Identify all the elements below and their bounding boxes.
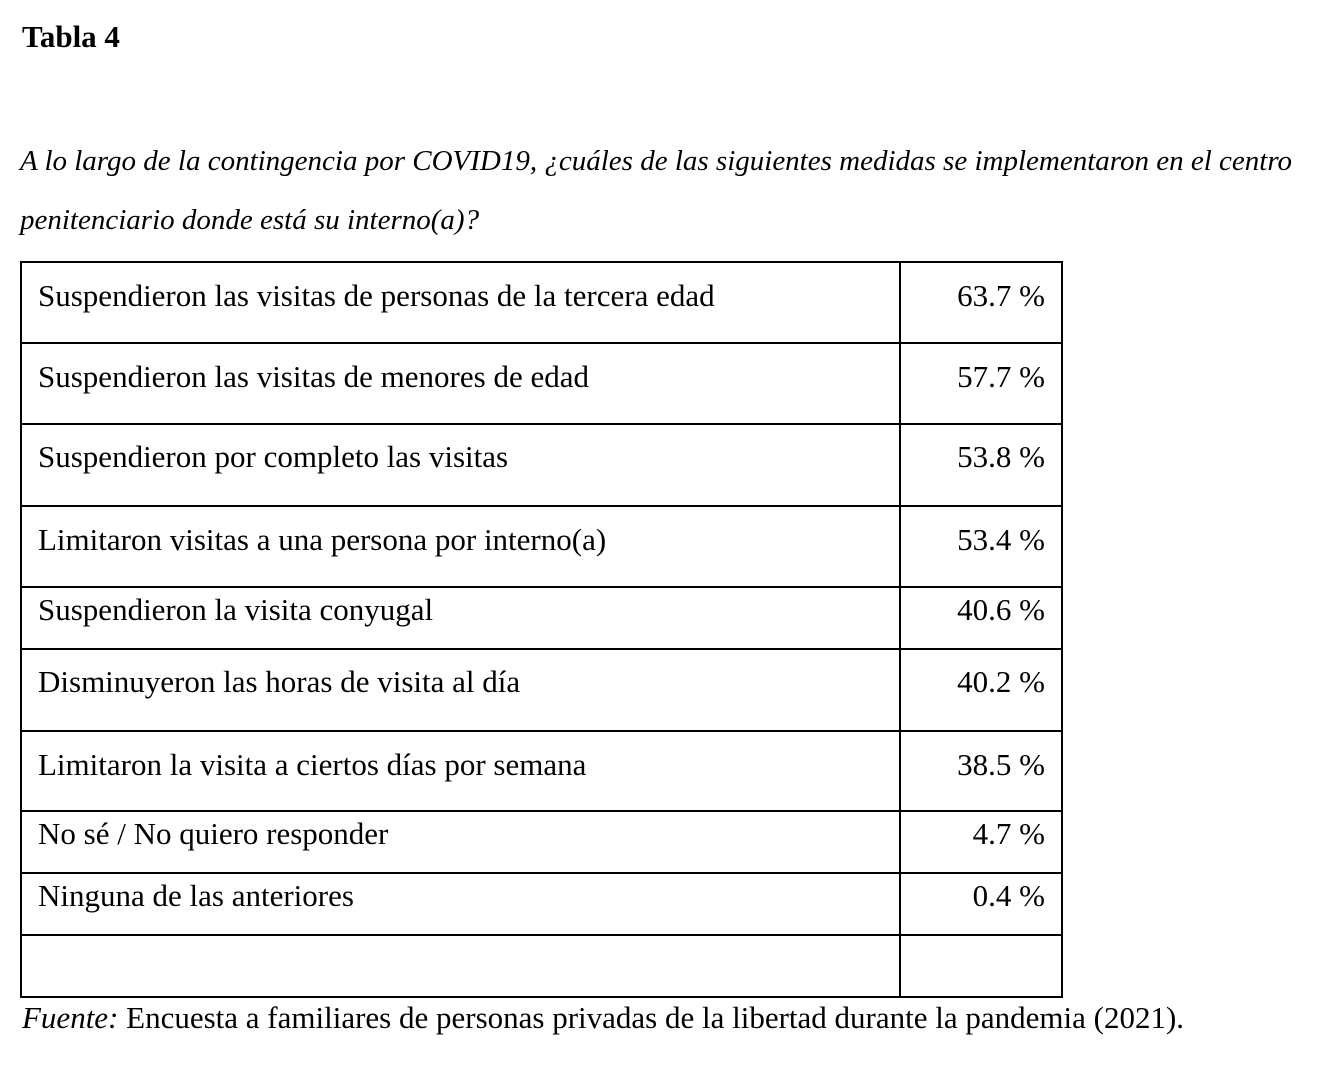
measure-percentage: 40.2 % [900,649,1062,731]
measure-label: Ninguna de las anteriores [21,873,900,935]
measure-label: Suspendieron por completo las visitas [21,424,900,506]
measure-label: No sé / No quiero responder [21,811,900,873]
table-caption: A lo largo de la contingencia por COVID19, ¿cuáles de las siguientes medidas se implementaron en el centro penitenciario donde está su interno(a)? [20,145,1293,236]
table-row [21,262,1062,343]
source-text: Encuesta a familiares de personas privadas de la libertad durante la pandemia (2021). [118,1000,1185,1035]
table-row [21,649,1062,731]
source-note [22,998,1184,1038]
measure-label: Suspendieron las visitas de personas de la tercera edad [21,262,900,343]
table-label: Tabla 4 [22,19,120,54]
table-row-empty [21,935,1062,997]
measure-label: Suspendieron las visitas de menores de edad [21,343,900,424]
measure-percentage: 57.7 % [900,343,1062,424]
measure-percentage: 38.5 % [900,731,1062,811]
table-row [21,343,1062,424]
measure-label [21,935,900,997]
measure-percentage [900,935,1062,997]
measure-label: Limitaron la visita a ciertos días por semana [21,731,900,811]
measure-label: Limitaron visitas a una persona por interno(a) [21,506,900,587]
measure-percentage: 53.4 % [900,506,1062,587]
measure-percentage: 63.7 % [900,262,1062,343]
measure-label: Suspendieron la visita conyugal [21,587,900,649]
table-row [21,424,1062,506]
table-row [21,731,1062,811]
table-row [21,811,1062,873]
measures-table [20,261,1063,998]
measure-percentage: 0.4 % [900,873,1062,935]
source-prefix: Fuente: [22,1000,119,1035]
measure-percentage: 4.7 % [900,811,1062,873]
measure-label: Disminuyeron las horas de visita al día [21,649,900,731]
table-row [21,506,1062,587]
table-row [21,873,1062,935]
measure-percentage: 53.8 % [900,424,1062,506]
table-row [21,587,1062,649]
measure-percentage: 40.6 % [900,587,1062,649]
